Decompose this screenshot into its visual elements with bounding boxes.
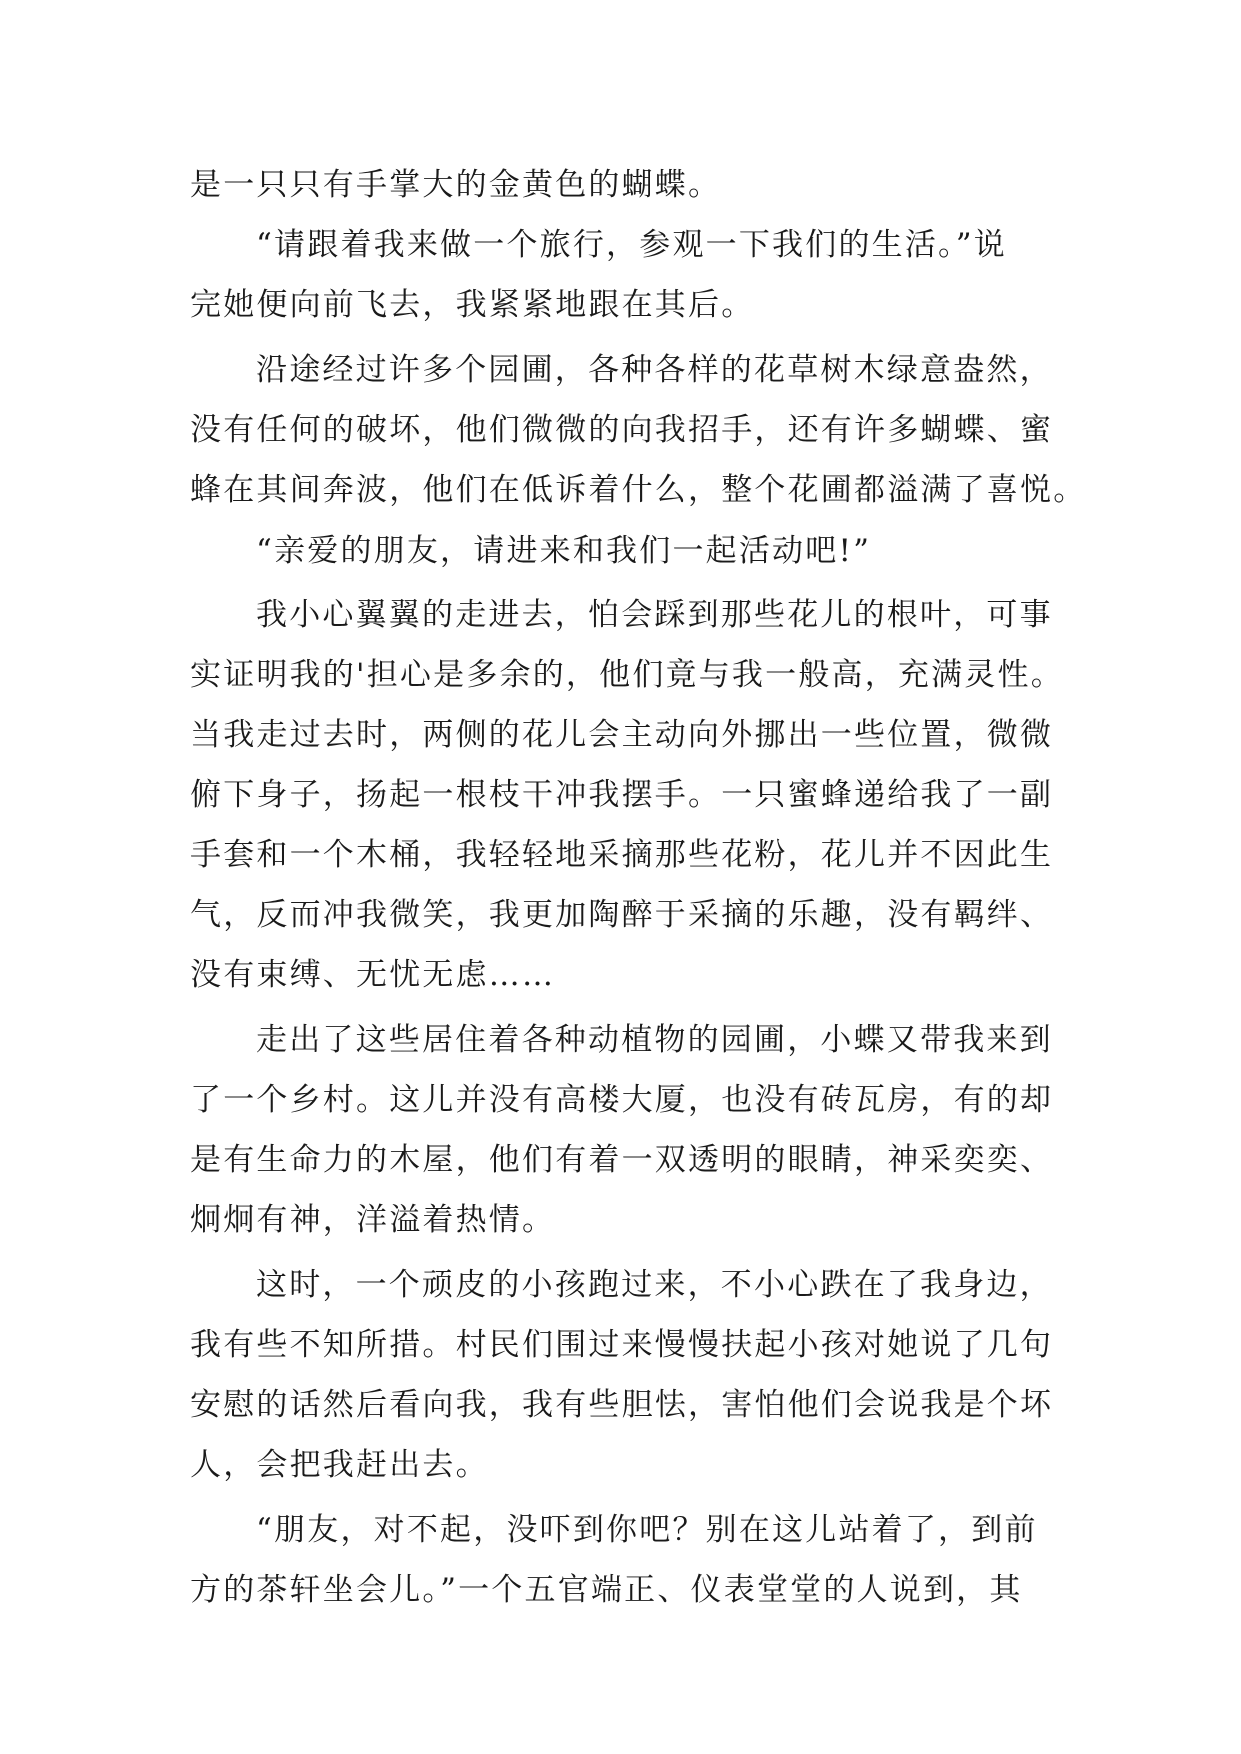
text-line: 这时，一个顽皮的小孩跑过来，不小心跌在了我身边， [256,1267,1053,1303]
text-line: 是一只只有手掌大的金黄色的蝴蝶。 [190,167,722,203]
text-line: 当我走过去时，两侧的花儿会主动向外挪出一些位置，微微 [190,717,1054,753]
text-line: 没有束缚、无忧无虑…… [190,957,556,993]
text-line: 走出了这些居住着各种动植物的园圃，小蝶又带我来到 [256,1022,1053,1058]
text-line: 了一个乡村。这儿并没有高楼大厦，也没有砖瓦房，有的却 [190,1082,1054,1118]
text-line: “朋友，对不起，没吓到你吧？别在这儿站着了，到前 [256,1512,1038,1548]
text-line: “请跟着我来做一个旅行，参观一下我们的生活。”说 [256,227,1007,263]
text-line: 我小心翼翼的走进去，怕会踩到那些花儿的根叶，可事 [256,597,1053,633]
text-line: 没有任何的破坏，他们微微的向我招手，还有许多蝴蝶、蜜 [190,412,1054,448]
text-line: “亲爱的朋友，请进来和我们一起活动吧!” [256,533,872,569]
text-line: 我有些不知所措。村民们围过来慢慢扶起小孩对她说了几句 [190,1327,1054,1363]
text-line: 沿途经过许多个园圃，各种各样的花草树木绿意盎然， [256,352,1053,388]
text-line: 气，反而冲我微笑，我更加陶醉于采摘的乐趣，没有羁绊、 [190,897,1054,933]
text-line: 手套和一个木桶，我轻轻地采摘那些花粉，花儿并不因此生 [190,837,1054,873]
text-line: 是有生命力的木屋，他们有着一双透明的眼睛，神采奕奕、 [190,1142,1054,1178]
text-line: 安慰的话然后看向我，我有些胆怯，害怕他们会说我是个坏 [190,1387,1054,1423]
text-line: 实证明我的'担心是多余的，他们竟与我一般高，充满灵性。 [190,657,1064,693]
text-line: 人，会把我赶出去。 [190,1447,489,1483]
text-line: 完她便向前飞去，我紧紧地跟在其后。 [190,287,755,323]
text-line: 方的茶轩坐会儿。”一个五官端正、仪表堂堂的人说到，其 [190,1572,1023,1608]
text-line: 炯炯有神，洋溢着热情。 [190,1202,556,1238]
text-line: 俯下身子，扬起一根枝干冲我摆手。一只蜜蜂递给我了一副 [190,777,1054,813]
text-line: 蜂在其间奔波，他们在低诉着什么，整个花圃都溢满了喜悦。 [190,472,1087,508]
